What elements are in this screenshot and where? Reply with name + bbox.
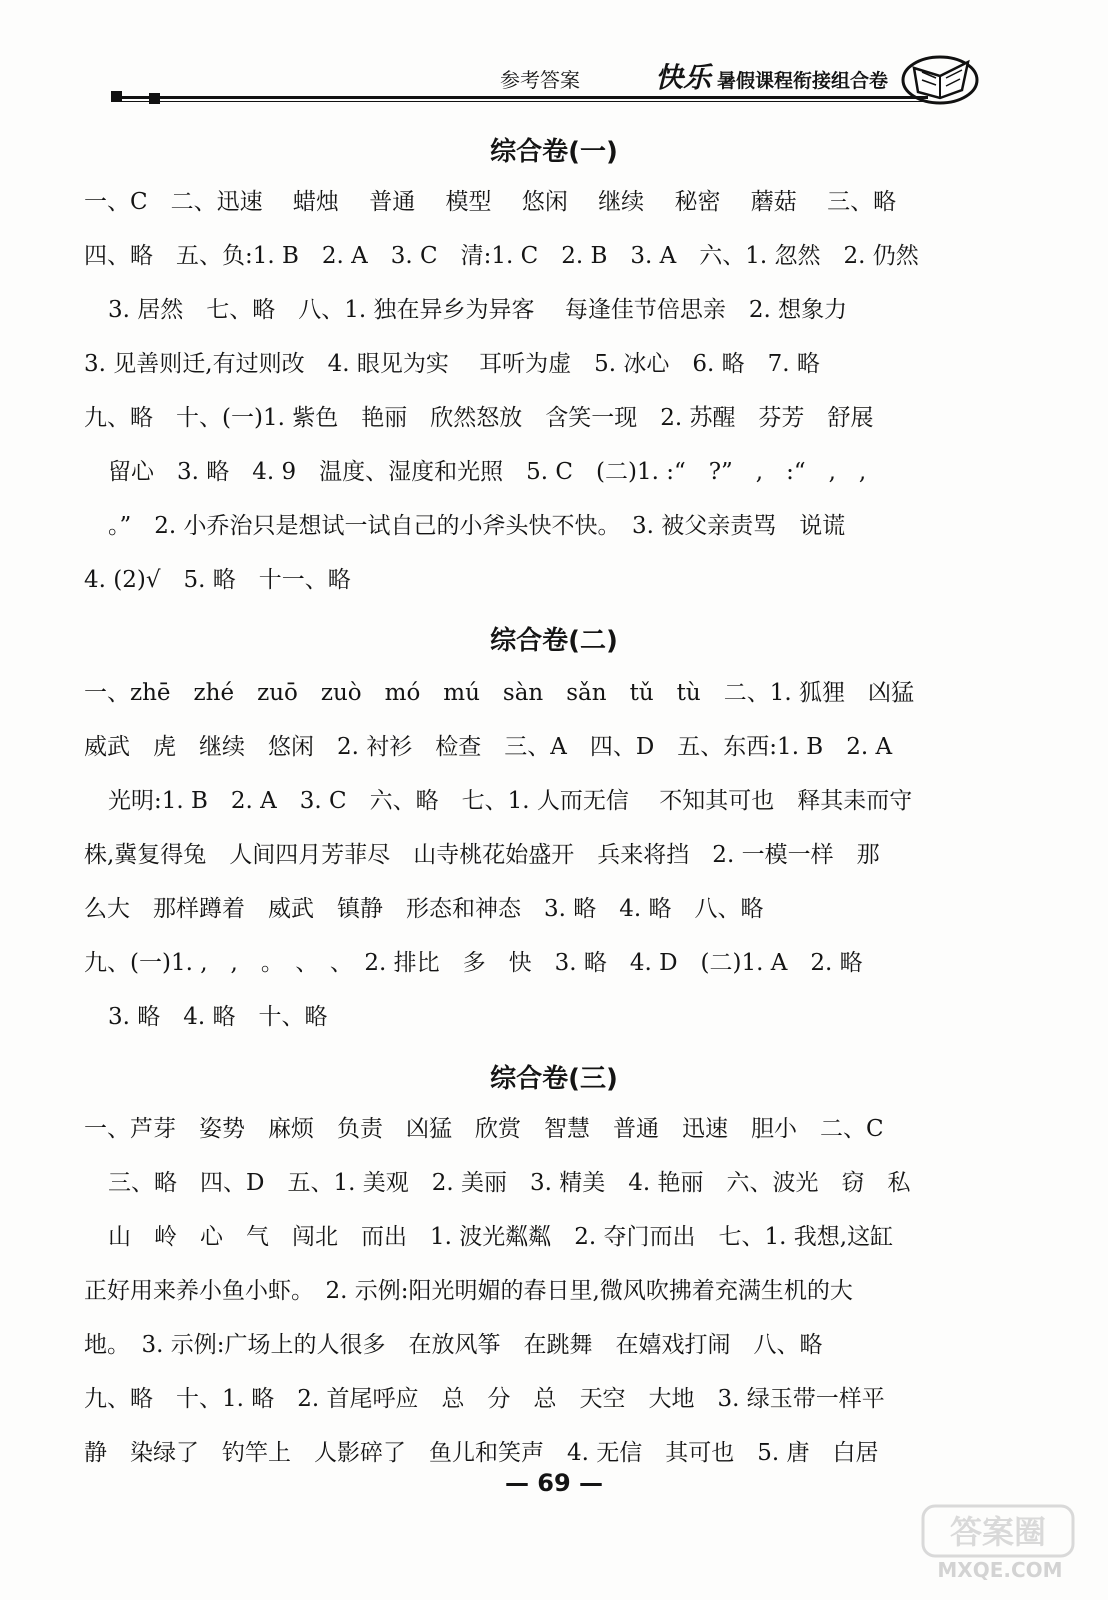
header-brand: 快乐 bbox=[655, 61, 712, 94]
answer-line: 光明:1. B 2. A 3. C 六、略 七、1. 人而无信 不知其可也 释其耒而守 bbox=[108, 788, 913, 814]
page-number: — 69 — bbox=[504, 1469, 604, 1497]
answer-line: 。” 2. 小乔治只是想试一试自己的小斧头快不快。 3. 被父亲责骂 说谎 bbox=[108, 513, 846, 539]
answer-line: 九、略 十、(一)1. 紫色 艳丽 欣然怒放 含笑一现 2. 苏醒 芬芳 舒展 bbox=[84, 405, 874, 431]
watermark-logo-icon bbox=[915, 1500, 1085, 1560]
answer-line: 3. 略 4. 略 十、略 bbox=[108, 1004, 328, 1030]
watermark bbox=[915, 1500, 1085, 1590]
header-series-title: 暑假课程衔接组合卷 bbox=[717, 70, 889, 92]
watermark-url: MXQE.COM bbox=[937, 1558, 1063, 1582]
answer-line: 一、C 二、迅速 蜡烛 普通 模型 悠闲 继续 秘密 蘑菇 三、略 bbox=[84, 189, 897, 215]
answer-line: 静 染绿了 钓竿上 人影碎了 鱼儿和笑声 4. 无信 其可也 5. 唐 白居 bbox=[84, 1440, 879, 1466]
answer-line: 一、芦芽 姿势 麻烦 负责 凶猛 欣赏 智慧 普通 迅速 胆小 二、C bbox=[84, 1116, 884, 1142]
answer-line: 九、(一)1. , , 。 、 、 2. 排比 多 快 3. 略 4. D (二)1. A 2. 略 bbox=[84, 950, 863, 976]
answer-line: 威武 虎 继续 悠闲 2. 衬衫 检查 三、A 四、D 五、东西:1. B 2. A bbox=[84, 734, 893, 760]
header-reference-label: 参考答案 bbox=[500, 68, 580, 92]
answer-line: 么大 那样蹲着 威武 镇静 形态和神态 3. 略 4. 略 八、略 bbox=[84, 896, 764, 922]
answer-line: 三、略 四、D 五、1. 美观 2. 美丽 3. 精美 4. 艳丽 六、波光 窃 私 bbox=[108, 1170, 911, 1196]
answer-line: 山 岭 心 气 闯北 而出 1. 波光粼粼 2. 夺门而出 七、1. 我想,这缸 bbox=[108, 1224, 894, 1250]
answer-line: 3. 见善则迁,有过则改 4. 眼见为实 耳听为虚 5. 冰心 6. 略 7. 略 bbox=[84, 351, 820, 377]
answer-line: 株,冀复得兔 人间四月芳菲尽 山寺桃花始盛开 兵来将挡 2. 一模一样 那 bbox=[84, 842, 880, 868]
answer-line: 一、zhē zhé zuō zuò mó mú sàn sǎn tǔ tù 二、1. 狐狸 凶猛 bbox=[84, 680, 914, 706]
section-title-3: 综合卷(三) bbox=[490, 1064, 618, 1094]
answer-line: 地。 3. 示例:广场上的人很多 在放风筝 在跳舞 在嬉戏打闹 八、略 bbox=[84, 1332, 823, 1358]
answer-line: 3. 居然 七、略 八、1. 独在异乡为异客 每逢佳节倍思亲 2. 想象力 bbox=[108, 297, 848, 323]
book-logo-icon bbox=[900, 48, 980, 106]
header-rule bbox=[118, 101, 928, 102]
answer-line: 正好用来养小鱼小虾。 2. 示例:阳光明媚的春日里,微风吹拂着充满生机的大 bbox=[84, 1278, 853, 1304]
section-title-1: 综合卷(一) bbox=[490, 137, 618, 167]
section-title-2: 综合卷(二) bbox=[490, 626, 618, 656]
page-header bbox=[0, 0, 1108, 120]
watermark-text: 答案圈 bbox=[949, 1513, 1047, 1551]
answer-line: 4. (2)√ 5. 略 十一、略 bbox=[84, 567, 351, 593]
header-rule bbox=[118, 96, 928, 99]
answer-line: 四、略 五、负:1. B 2. A 3. C 清:1. C 2. B 3. A 六、1. 忽然 2. 仍然 bbox=[84, 243, 919, 269]
answer-line: 九、略 十、1. 略 2. 首尾呼应 总 分 总 天空 大地 3. 绿玉带一样平 bbox=[84, 1386, 885, 1412]
answer-line: 留心 3. 略 4. 9 温度、湿度和光照 5. C (二)1. :“ ?” , :“ , , bbox=[108, 459, 867, 485]
